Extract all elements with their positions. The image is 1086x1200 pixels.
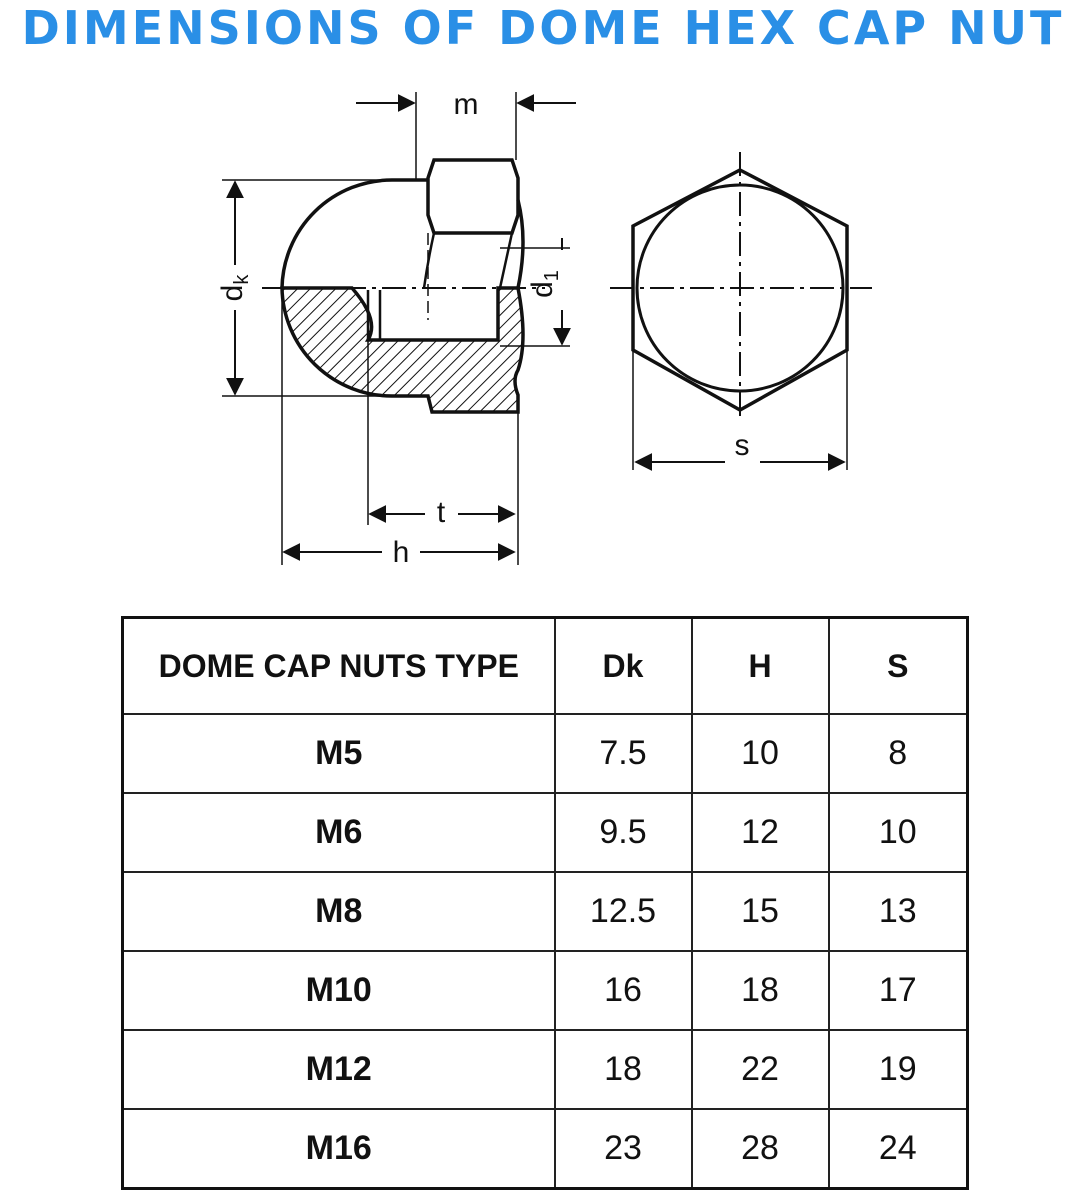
label-h: h bbox=[392, 536, 410, 569]
cell-s: 10 bbox=[829, 793, 968, 872]
cell-h: 15 bbox=[692, 872, 829, 951]
label-m: m bbox=[453, 88, 479, 121]
cell-s: 8 bbox=[829, 714, 968, 793]
table-row bbox=[123, 793, 968, 872]
cell-type: M5 bbox=[123, 714, 555, 793]
cell-s: 17 bbox=[829, 951, 968, 1030]
cell-s: 13 bbox=[829, 872, 968, 951]
cell-h: 22 bbox=[692, 1030, 829, 1109]
header-s: S bbox=[829, 618, 968, 715]
page-title: DIMENSIONS OF DOME HEX CAP NUT bbox=[21, 1, 1065, 55]
dome-nut-technical-drawing bbox=[0, 70, 1086, 590]
header-h: H bbox=[692, 618, 829, 715]
table-row bbox=[123, 1030, 968, 1109]
label-d1: $d_1$ bbox=[526, 270, 563, 298]
cell-s: 19 bbox=[829, 1030, 968, 1109]
label-t: t bbox=[436, 496, 446, 529]
header-dk: Dk bbox=[555, 618, 692, 715]
cell-dk: 9.5 bbox=[555, 793, 692, 872]
dimensions-table bbox=[121, 616, 969, 1190]
table-row bbox=[123, 951, 968, 1030]
table-row bbox=[123, 714, 968, 793]
cell-type: M10 bbox=[123, 951, 555, 1030]
table-row bbox=[123, 872, 968, 951]
cell-type: M12 bbox=[123, 1030, 555, 1109]
cell-dk: 23 bbox=[555, 1109, 692, 1189]
cell-h: 28 bbox=[692, 1109, 829, 1189]
section-hatch bbox=[282, 288, 523, 412]
cell-type: M8 bbox=[123, 872, 555, 951]
cell-dk: 18 bbox=[555, 1030, 692, 1109]
header-type: DOME CAP NUTS TYPE bbox=[123, 618, 555, 715]
cell-h: 18 bbox=[692, 951, 829, 1030]
cell-type: M16 bbox=[123, 1109, 555, 1189]
cell-dk: 16 bbox=[555, 951, 692, 1030]
table-header-row bbox=[123, 618, 968, 715]
cell-type: M6 bbox=[123, 793, 555, 872]
cell-h: 10 bbox=[692, 714, 829, 793]
cell-h: 12 bbox=[692, 793, 829, 872]
cell-dk: 12.5 bbox=[555, 872, 692, 951]
label-s: s bbox=[734, 429, 750, 462]
side-view bbox=[282, 160, 523, 288]
cell-dk: 7.5 bbox=[555, 714, 692, 793]
label-dk: $d_k$ bbox=[216, 274, 253, 302]
table-row bbox=[123, 1109, 968, 1189]
cell-s: 24 bbox=[829, 1109, 968, 1189]
